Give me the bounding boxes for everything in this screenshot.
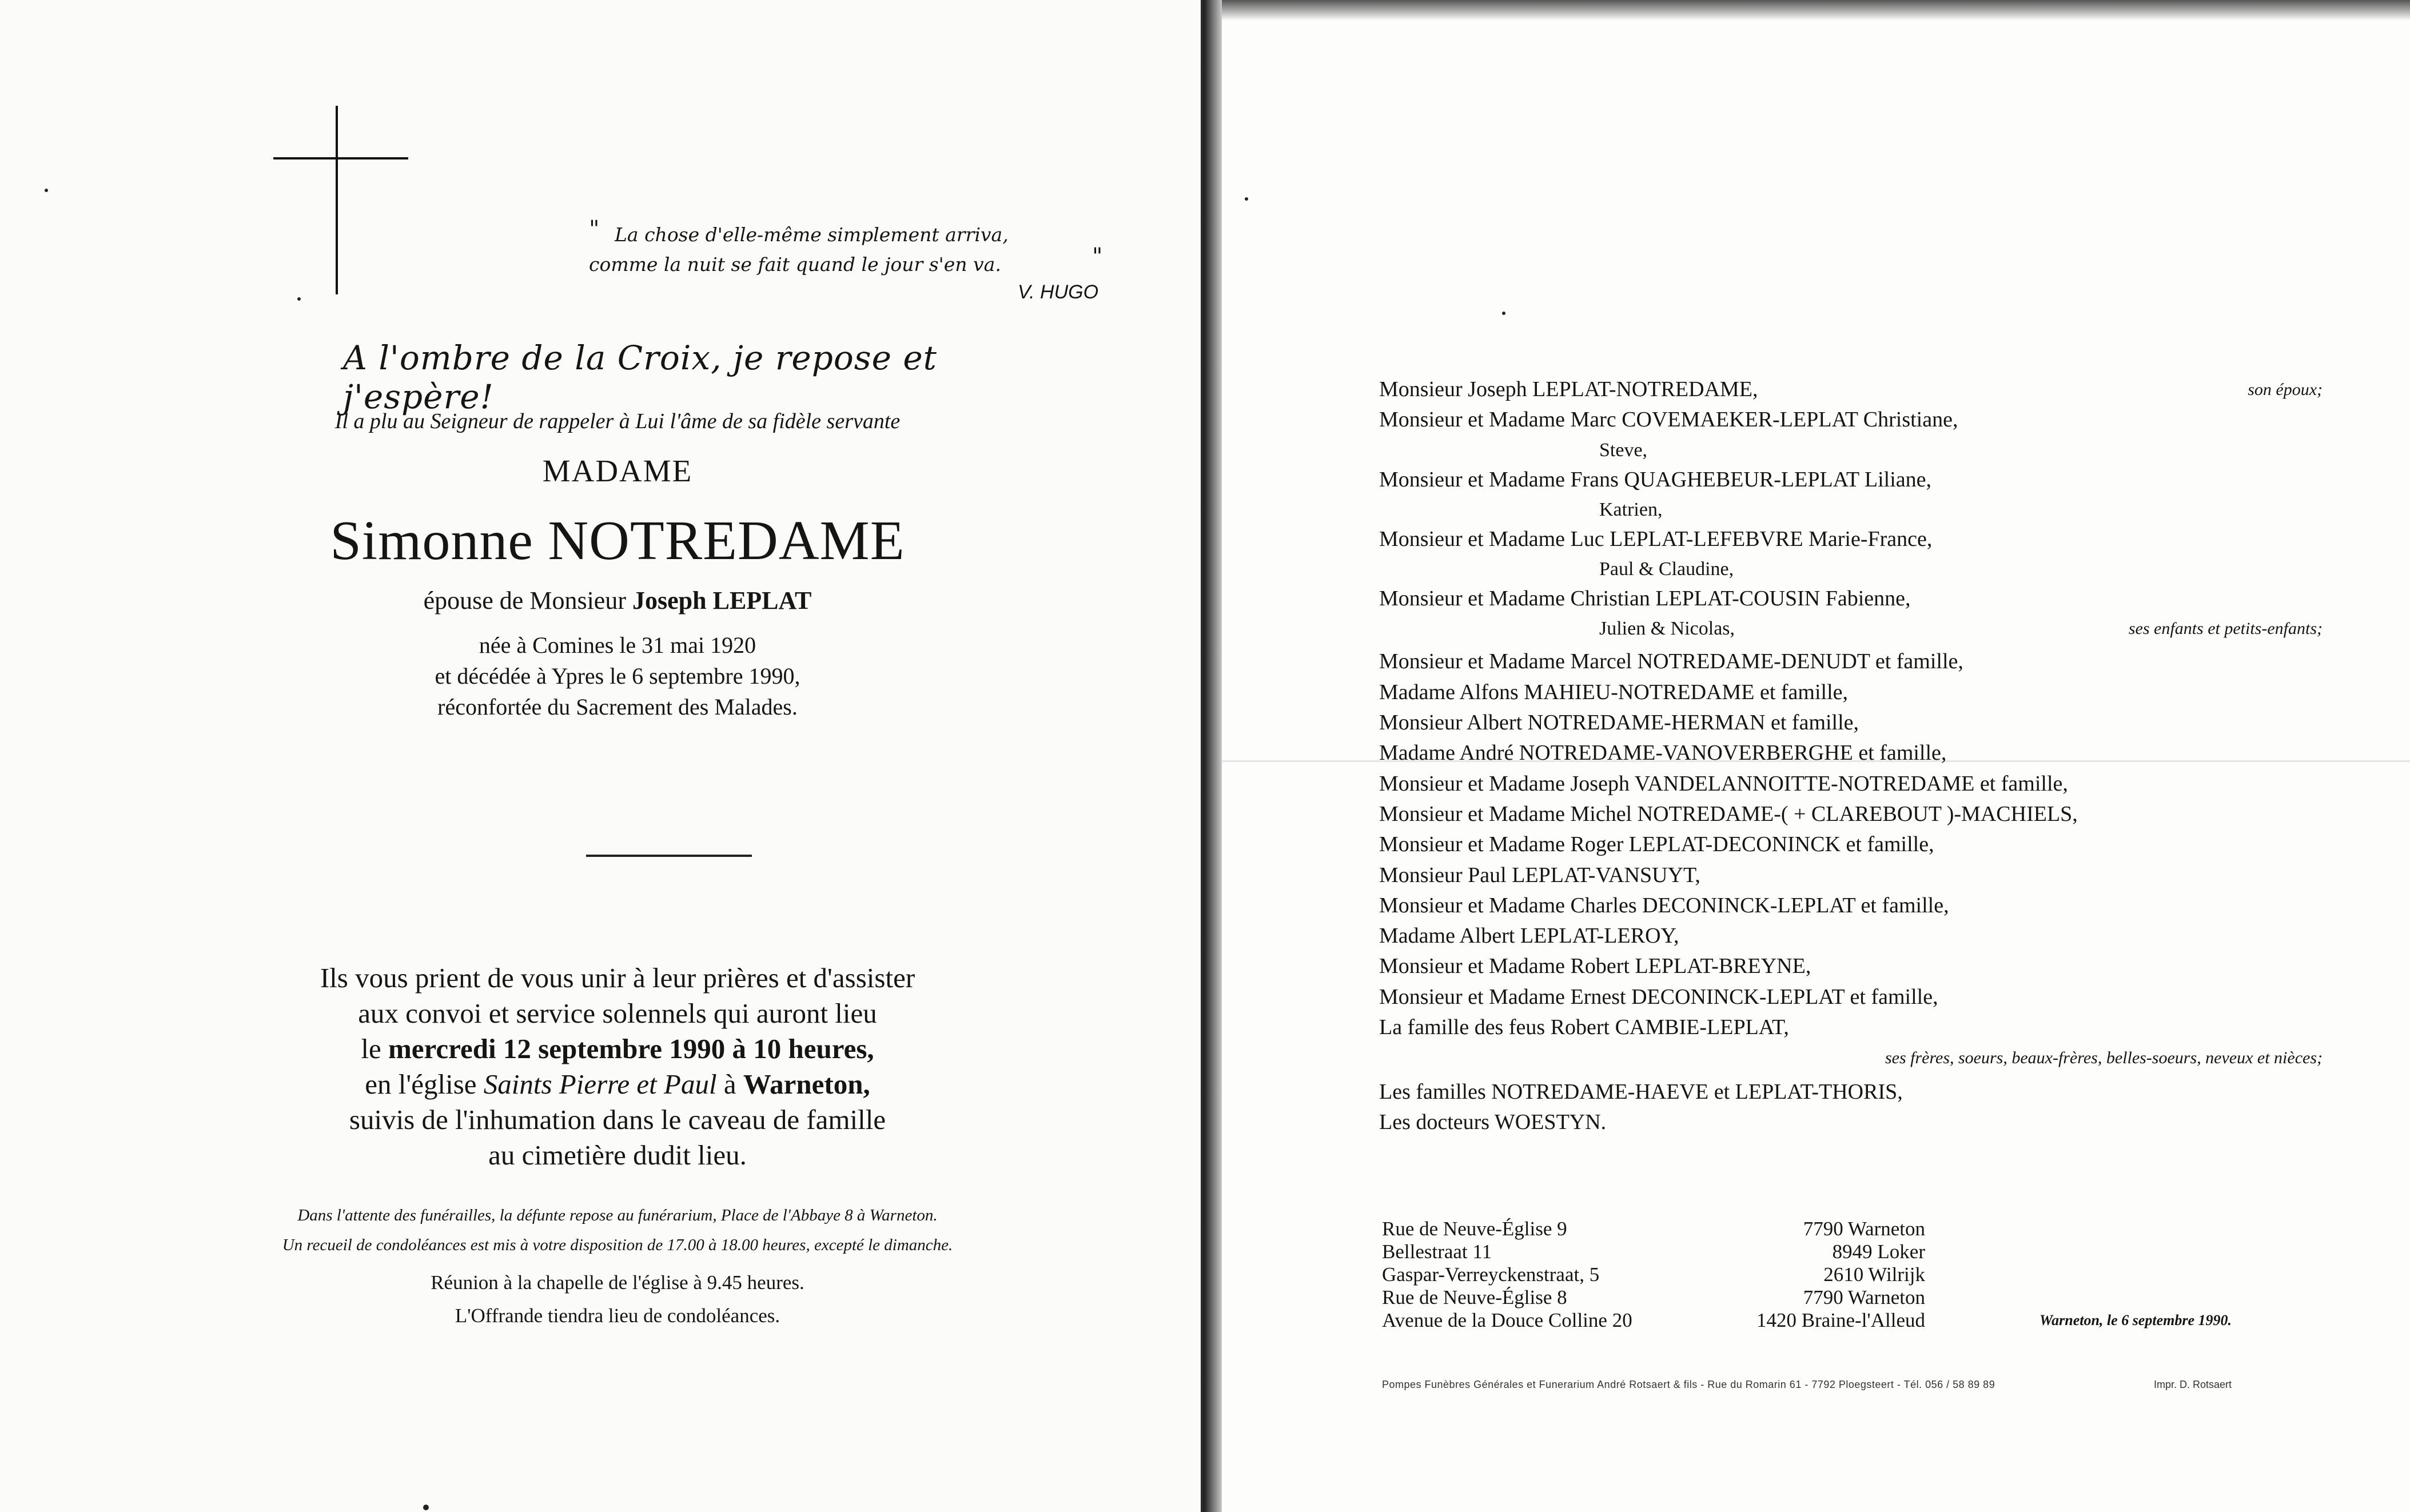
funerarium-notice: [217, 1200, 1018, 1260]
family-row: [1379, 436, 2323, 465]
family-member: Monsieur et Madame Marc COVEMAEKER-LEPLAT Christiane,: [1379, 408, 1958, 432]
family-member: Monsieur et Madame Luc LEPLAT-LEFEBVRE Marie-France,: [1379, 526, 1933, 551]
family-row: [1379, 495, 2323, 524]
ceremony-line-5: suivis de l'inhumation dans le caveau de famille: [349, 1104, 886, 1135]
spouse-line: [217, 586, 1018, 615]
right-page: [1222, 0, 2410, 1512]
family-member: Monsieur et Madame Frans QUAGHEBEUR-LEPLAT Liliane,: [1379, 467, 1932, 492]
family-row: [1379, 524, 2323, 554]
motto: A l'ombre de la Croix, je repose et j'espère!: [343, 338, 937, 416]
city: 2610 Wilrijk: [1823, 1263, 1925, 1286]
family-member: Les docteurs WOESTYN.: [1379, 1110, 1607, 1134]
relationship-label: ses frères, soeurs, beaux-frères, belles-soeurs, neveux et nièces;: [1885, 1048, 2323, 1068]
ceremony-date-prefix: le: [361, 1033, 388, 1064]
family-row: [1379, 982, 2323, 1012]
street: Avenue de la Douce Colline 20: [1382, 1309, 1632, 1331]
birth-line: née à Comines le 31 mai 1920: [479, 632, 756, 658]
family-list: [1379, 374, 2323, 1138]
address-row: [1382, 1286, 1925, 1309]
notice-line-2: Un recueil de condoléances est mis à votre disposition de 17.00 à 18.00 heures, excepté le dimanche.: [282, 1236, 953, 1254]
title-madame: MADAME: [542, 453, 693, 488]
ceremony-date: mercredi 12 septembre 1990 à 10 heures,: [388, 1033, 874, 1064]
address-row: [1382, 1263, 1925, 1286]
family-member: Monsieur et Madame Michel NOTREDAME-( + CLAREBOUT )-MACHIELS,: [1379, 801, 2078, 826]
address-row: [1382, 1218, 1925, 1240]
meeting-line: Réunion à la chapelle de l'église à 9.45 heures.: [431, 1271, 804, 1294]
family-row: [1379, 374, 2323, 405]
page-shadow: [1222, 0, 2410, 21]
street: Rue de Neuve-Église 9: [1382, 1218, 1567, 1240]
family-row: [1379, 708, 2323, 738]
family-row: [1379, 405, 2323, 435]
spouse-prefix: épouse de Monsieur: [423, 587, 626, 615]
family-row: [1379, 465, 2323, 495]
address-row: [1382, 1309, 1925, 1332]
family-member: Madame Albert LEPLAT-LEROY,: [1379, 924, 1679, 948]
left-page: [0, 0, 1204, 1512]
undertaker-footer: Pompes Funèbres Générales et Funerarium André Rotsaert & fils - Rue du Romarin 61 - 7792 Ploegsteert - Tél. 056 / 58 89 89: [1382, 1379, 1995, 1390]
family-row: [1379, 921, 2323, 951]
street: Rue de Neuve-Église 8: [1382, 1286, 1567, 1308]
spouse-name: Joseph LEPLAT: [632, 587, 812, 615]
relationship-label: ses enfants et petits-enfants;: [2128, 619, 2323, 639]
family-row: [1379, 1077, 2323, 1107]
speck: [1245, 197, 1248, 201]
family-row: [1379, 860, 2323, 891]
family-row: [1379, 1043, 2323, 1073]
family-row: [1379, 1012, 2323, 1043]
street: Bellestraat 11: [1382, 1240, 1492, 1263]
quote-author: V. HUGO: [1018, 281, 1099, 303]
grandchildren: Paul & Claudine,: [1599, 558, 1734, 580]
sacrament-line: réconfortée du Sacrement des Malades.: [437, 694, 798, 720]
family-row: [1379, 614, 2323, 643]
grandchildren: Julien & Nicolas,: [1599, 618, 1735, 640]
dateline: Warneton, le 6 septembre 1990.: [2039, 1312, 2232, 1329]
city: 1420 Braine-l'Alleud: [1756, 1309, 1925, 1331]
family-member: Monsieur Paul LEPLAT-VANSUYT,: [1379, 863, 1700, 887]
divider: [586, 855, 752, 857]
family-member: Monsieur Albert NOTREDAME-HERMAN et famille,: [1379, 711, 1859, 735]
ceremony-line-3: [217, 1031, 1018, 1067]
family-member: Madame Alfons MAHIEU-NOTREDAME et famille,: [1379, 680, 1849, 704]
speck: [1502, 312, 1505, 315]
family-row: [1379, 738, 2323, 768]
grandchildren: Steve,: [1599, 439, 1648, 461]
cross-icon: [336, 106, 338, 294]
family-member: Monsieur et Madame Christian LEPLAT-COUSIN Fabienne,: [1379, 587, 1911, 611]
family-member: Monsieur et Madame Robert LEPLAT-BREYNE,: [1379, 954, 1811, 979]
church-mid: à: [716, 1068, 743, 1100]
family-row: [1379, 677, 2323, 708]
ceremony-line-4: [217, 1067, 1018, 1102]
intro-text: Il a plu au Seigneur de rappeler à Lui l'âme de sa fidèle servante: [334, 409, 901, 433]
grandchildren: Katrien,: [1599, 498, 1663, 520]
death-line: et décédée à Ypres le 6 septembre 1990,: [435, 663, 800, 689]
family-row: [1379, 1107, 2323, 1138]
family-member: La famille des feus Robert CAMBIE-LEPLAT,: [1379, 1015, 1789, 1040]
family-row: [1379, 769, 2323, 799]
dates-block: [217, 630, 1018, 723]
family-member: Monsieur Joseph LEPLAT-NOTREDAME,: [1379, 377, 1758, 401]
notice-line-1: Dans l'attente des funérailles, la défunte repose au funérarium, Place de l'Abbaye 8 à Warneton.: [297, 1206, 938, 1224]
family-member: Monsieur et Madame Marcel NOTREDAME-DENUDT et famille,: [1379, 649, 1963, 674]
family-row: [1379, 951, 2323, 982]
family-row: [1379, 584, 2323, 614]
open-quote-mark: ": [589, 216, 600, 242]
speck: [45, 189, 48, 192]
ceremony-line-2: aux convoi et service solennels qui auront lieu: [358, 998, 877, 1029]
hugo-quote: [589, 216, 1104, 303]
family-member: Monsieur et Madame Charles DECONINCK-LEPLAT et famille,: [1379, 893, 1949, 917]
speck: [297, 297, 301, 301]
ceremony-block: [217, 960, 1018, 1173]
relationship-label: son époux;: [2248, 380, 2323, 399]
church-town: Warneton,: [743, 1068, 870, 1100]
printer-credit: Impr. D. Rotsaert: [2153, 1379, 2232, 1390]
address-row: [1382, 1240, 1925, 1263]
family-member: Monsieur et Madame Ernest DECONINCK-LEPLAT et famille,: [1379, 984, 1938, 1009]
cross-icon-bar: [273, 157, 408, 159]
church-prefix: en l'église: [365, 1068, 484, 1100]
close-quote-mark: ": [1092, 244, 1103, 270]
church-name: Saints Pierre et Paul: [483, 1068, 717, 1100]
offering-line: L'Offrande tiendra lieu de condoléances.: [455, 1304, 780, 1327]
city: 7790 Warneton: [1803, 1286, 1925, 1308]
ceremony-line-1: Ils vous prient de vous unir à leur prières et d'assister: [320, 962, 915, 994]
family-row: [1379, 799, 2323, 829]
book-spine: [1204, 0, 1222, 1512]
ceremony-line-6: au cimetière dudit lieu.: [488, 1139, 747, 1171]
city: 7790 Warneton: [1803, 1218, 1925, 1240]
city: 8949 Loker: [1832, 1240, 1925, 1263]
address-list: [1382, 1218, 1925, 1332]
family-member: Monsieur et Madame Roger LEPLAT-DECONINCK et famille,: [1379, 832, 1934, 857]
family-row: [1379, 829, 2323, 860]
family-row: [1379, 554, 2323, 584]
quote-line-1: La chose d'elle-même simplement arriva,: [615, 224, 1009, 246]
family-row: [1379, 891, 2323, 921]
deceased-name: Simonne NOTREDAME: [330, 510, 905, 572]
family-member: Monsieur et Madame Joseph VANDELANNOITTE-NOTREDAME et famille,: [1379, 771, 2068, 796]
speck: [423, 1505, 429, 1510]
street: Gaspar-Verreyckenstraat, 5: [1382, 1263, 1600, 1286]
meeting-block: [217, 1266, 1018, 1333]
family-member: Les familles NOTREDAME-HAEVE et LEPLAT-THORIS,: [1379, 1079, 1903, 1104]
quote-line-2: comme la nuit se fait quand le jour s'en va.: [589, 253, 1001, 276]
family-row: [1379, 647, 2323, 677]
family-member: Madame André NOTREDAME-VANOVERBERGHE et famille,: [1379, 741, 1947, 765]
